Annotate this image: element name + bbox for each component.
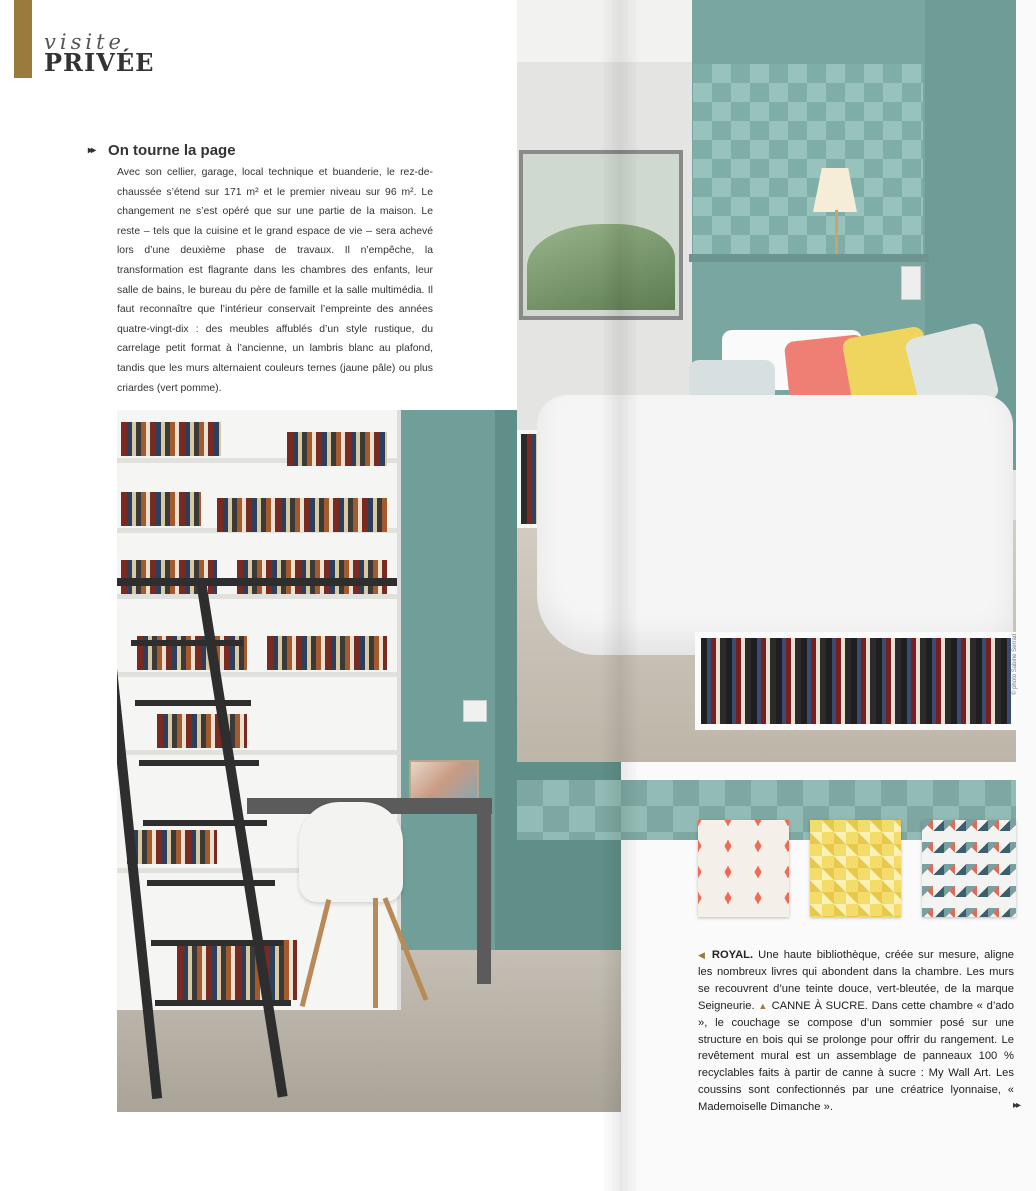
books [177, 940, 297, 1000]
section-tag-line1: visite [44, 30, 125, 54]
books [121, 492, 201, 526]
ladder-rung [135, 700, 251, 706]
lamp-stem [835, 210, 838, 254]
photo-caption [698, 947, 1014, 1116]
wall-ledge [689, 254, 929, 262]
yellow-fabric-swatch [810, 820, 901, 917]
ladder-rung [143, 820, 267, 826]
chair-leg [373, 898, 378, 1008]
arrow-up-icon: ▲ [758, 1000, 768, 1011]
caption-royal-label: ROYAL. [711, 949, 754, 961]
article-paragraph: Avec son cellier, garage, local technique et buanderie, le rez-de-chaussée s’étend sur 171 m² et le premier niveau sur 96 m². Le changement ne s’est opéré que sur une partie de la maison. Le reste – tels que la cuisine et le grand espace de vie – sera achevé lors d’une deuxième phase de travaux. Il n’empêche, la transformation est flagrante dans les chambres des enfants, leur salle de bains, le bureau du père de famille et la salle multimédia. Il faut reconnaître que l’intérieur conservait l’empreinte des années quatre-vingt-dix : des meubles affublés d’un style rustique, du carrelage petit format à l’ancienne, un lambris blanc au plafond, tandis que les murs alternaient couleurs ternes (jaune pâle) ou plus criardes (vert pomme). [117, 167, 433, 394]
tree [527, 224, 675, 310]
shelf [117, 750, 397, 755]
books [267, 636, 387, 670]
caption-canne-text: Dans cette chambre « d’ado », le couchage se compose d’un sommier posé sur une structure en bois qui se prolonge pour offrir du rangement. Le revêtement mural est un assemblage de panneaux 100 % recyclables faits à partir de canne à sucre : My Wall Art. Les coussins sont confectionnés par une créatrice lyonnaise, « Mademoiselle Dimanche ». [698, 999, 1014, 1114]
ladder-rung [155, 1000, 291, 1006]
section-color-bar [14, 0, 32, 78]
caption-canne-label: CANNE À SUCRE. [771, 999, 868, 1012]
books [121, 422, 221, 456]
article-heading [88, 142, 236, 159]
books [157, 714, 247, 748]
books [287, 432, 387, 466]
window [519, 150, 683, 320]
books [237, 560, 387, 594]
ladder-rung [131, 640, 243, 646]
3d-wall-panel [693, 64, 923, 254]
bedroom-photo [517, 0, 1016, 762]
next-page-arrow-icon: ▸▸ [1013, 1100, 1020, 1111]
ladder-rung [147, 880, 275, 886]
desk-leg [477, 814, 491, 984]
triangle-fabric-swatch [922, 820, 1016, 917]
shelf [117, 672, 397, 677]
duvet [537, 395, 1013, 655]
arrow-left-icon: ◀ [698, 950, 707, 960]
light-switch [463, 700, 487, 722]
chair [299, 802, 403, 902]
outlet [901, 266, 921, 300]
section-tag-line2: PRIVÉE [44, 48, 155, 77]
ladder-rung [139, 760, 259, 766]
caption-royal-text: Une haute bibliothèque, créée sur mesure, aligne les nombreux livres qui abondent dans la chambre. Les murs se recouvrent d’une teinte douce, vert-bleutée, de la marque Seigneurie. [698, 949, 1015, 1012]
section-tag [44, 32, 154, 75]
books [217, 498, 387, 532]
under-bed-books [695, 632, 1016, 730]
photo-credit: © photo Sabine Serrad [1012, 633, 1018, 695]
books [127, 830, 217, 864]
ladder-rail-top [117, 578, 397, 586]
article-heading-text: On tourne la page [108, 142, 236, 159]
double-arrow-icon: ▸▸ [88, 145, 95, 156]
shelf [117, 594, 397, 599]
coral-fabric-swatch [698, 820, 789, 917]
ladder-rung [151, 940, 283, 946]
